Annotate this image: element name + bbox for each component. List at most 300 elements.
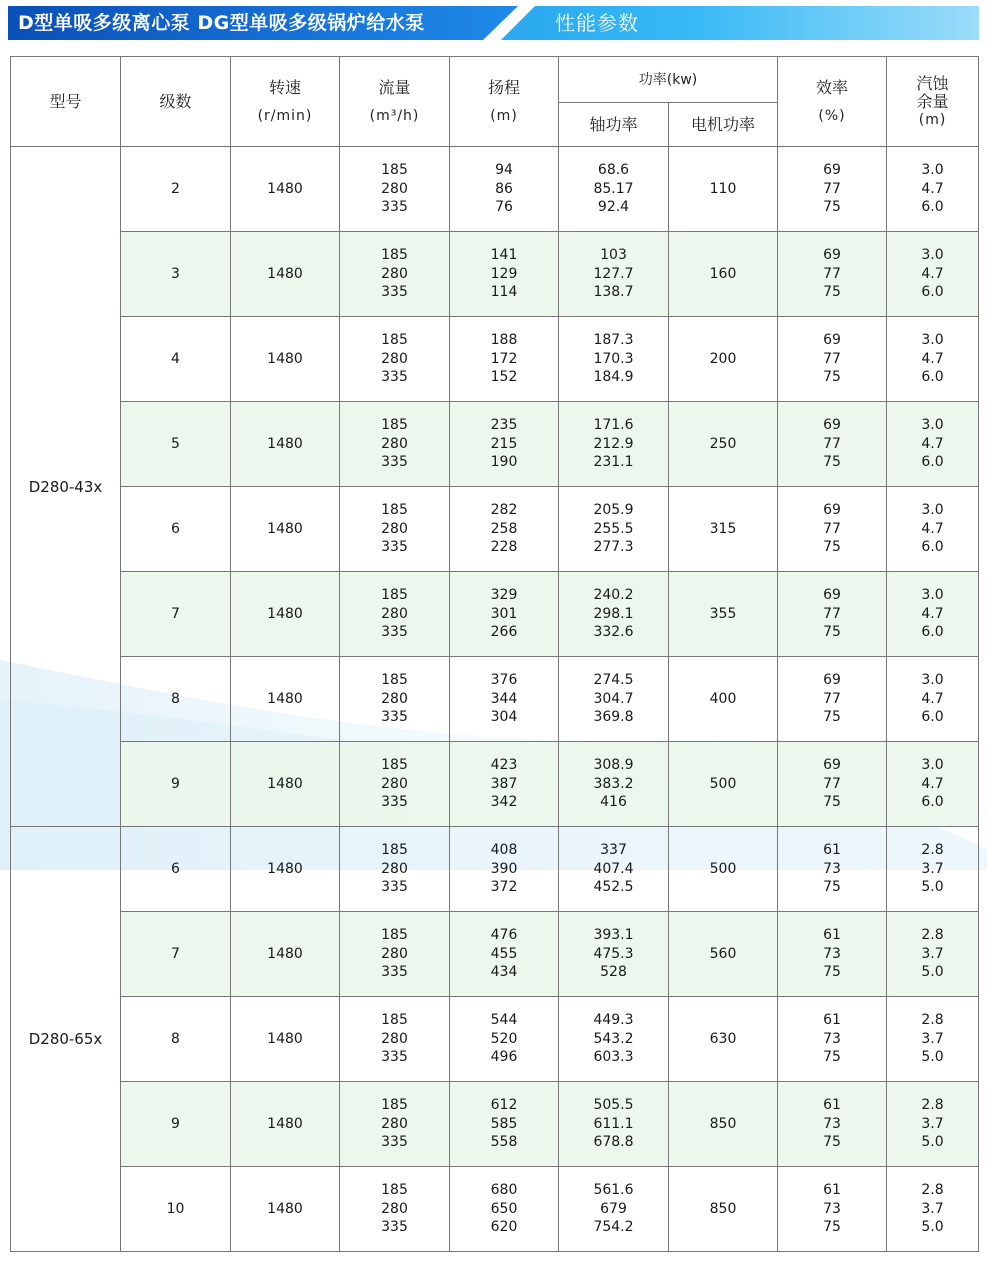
head-cell [450,912,559,997]
efficiency-cell-value: 75 [823,454,841,471]
head-cell [450,997,559,1082]
shaft-power-cell [559,1167,669,1252]
motor-power-cell: 160 [669,232,778,317]
npsh-cell-value: 3.7 [921,1030,944,1047]
efficiency-cell-value: 75 [823,1134,841,1151]
head-cell-value: 520 [490,1030,518,1047]
motor-power-cell: 850 [669,1167,778,1252]
head-cell-value: 455 [490,945,518,962]
shaft-power-cell-value: 383.2 [593,775,634,792]
efficiency-cell-value: 69 [823,757,841,774]
npsh-cell-value: 3.7 [921,1200,944,1217]
shaft-power-cell-value: 138.7 [593,284,634,301]
head-cell-value: 544 [490,1012,518,1029]
col-header-speed [231,57,340,147]
shaft-power-cell-value: 231.1 [593,454,634,471]
efficiency-cell-value: 75 [823,879,841,896]
shaft-power-cell-value: 452.5 [593,879,634,896]
efficiency-cell [778,827,887,912]
efficiency-cell [778,402,887,487]
table-row [11,1082,979,1167]
head-cell-value: 235 [490,417,518,434]
efficiency-unit: (%) [818,107,846,124]
col-header-shaft-power: 轴功率 [559,103,669,147]
shaft-power-cell [559,402,669,487]
model-cell: D280-43x [11,147,121,827]
shaft-power-cell [559,997,669,1082]
flow-cell [340,997,450,1082]
efficiency-cell-value: 61 [823,842,841,859]
speed-cell: 1480 [231,147,340,232]
efficiency-cell-value: 73 [823,1200,841,1217]
shaft-power-cell-value: 407.4 [593,860,634,877]
head-cell [450,827,559,912]
flow-cell-value: 185 [381,1097,408,1114]
shaft-power-cell [559,827,669,912]
flow-cell-value: 280 [381,690,408,707]
flow-cell-value: 280 [381,1115,408,1132]
shaft-power-cell-value: 611.1 [593,1115,634,1132]
npsh-cell-value: 4.7 [921,350,944,367]
flow-cell-value: 280 [381,1030,408,1047]
efficiency-cell-value: 69 [823,162,841,179]
flow-cell [340,402,450,487]
efficiency-cell-value: 75 [823,624,841,641]
head-cell [450,487,559,572]
col-header-stages: 级数 [121,57,231,147]
head-cell-value: 258 [490,520,518,537]
stage-cell: 9 [121,742,231,827]
efficiency-cell [778,572,887,657]
head-cell-value: 86 [495,180,513,197]
shaft-power-cell-value: 170.3 [593,350,634,367]
flow-cell-value: 185 [381,417,408,434]
flow-cell [340,572,450,657]
shaft-power-cell-value: 187.3 [593,332,634,349]
head-cell-value: 390 [490,860,518,877]
flow-cell-value: 280 [381,180,408,197]
flow-cell-value: 280 [381,520,408,537]
shaft-power-cell-value: 298.1 [593,605,634,622]
npsh-cell [887,657,979,742]
head-cell-value: 94 [495,162,513,179]
npsh-cell-value: 2.8 [921,1182,944,1199]
flow-cell-value: 335 [381,539,408,556]
efficiency-cell-value: 75 [823,199,841,216]
col-header-power: 功率(kw) [559,57,778,103]
head-cell [450,232,559,317]
efficiency-cell-value: 75 [823,1219,841,1236]
efficiency-cell-value: 69 [823,502,841,519]
motor-power-cell: 355 [669,572,778,657]
efficiency-cell-value: 75 [823,539,841,556]
shaft-power-cell [559,232,669,317]
shaft-power-cell-value: 184.9 [593,369,634,386]
efficiency-cell-value: 61 [823,1097,841,1114]
table-row [11,572,979,657]
head-cell-value: 558 [490,1134,518,1151]
title-banner [8,6,979,40]
npsh-label-1: 汽蚀 [916,73,949,93]
flow-cell-value: 280 [381,350,408,367]
stage-cell: 9 [121,1082,231,1167]
head-cell-value: 304 [490,709,518,726]
flow-cell-value: 335 [381,964,408,981]
table-row [11,997,979,1082]
table-row [11,232,979,317]
motor-power-cell: 400 [669,657,778,742]
flow-cell-value: 185 [381,587,408,604]
head-cell-value: 266 [490,624,518,641]
shaft-power-cell-value: 103 [600,247,627,264]
npsh-cell-value: 6.0 [921,199,944,216]
flow-cell-value: 335 [381,624,408,641]
speed-cell: 1480 [231,657,340,742]
npsh-cell [887,742,979,827]
flow-cell-value: 280 [381,265,408,282]
shaft-power-cell-value: 754.2 [593,1219,634,1236]
motor-power-cell: 560 [669,912,778,997]
shaft-power-cell-value: 240.2 [593,587,634,604]
shaft-power-cell-value: 561.6 [593,1182,634,1199]
efficiency-cell-value: 73 [823,860,841,877]
efficiency-cell-value: 73 [823,945,841,962]
efficiency-cell-value: 77 [823,690,841,707]
npsh-cell [887,572,979,657]
speed-cell: 1480 [231,572,340,657]
shaft-power-cell-value: 68.6 [597,162,630,179]
shaft-power-cell-value: 528 [600,964,627,981]
efficiency-cell-value: 69 [823,247,841,264]
shaft-power-cell [559,487,669,572]
npsh-cell-value: 5.0 [921,879,944,896]
flow-cell-value: 335 [381,709,408,726]
efficiency-cell-value: 73 [823,1115,841,1132]
npsh-cell [887,487,979,572]
flow-cell [340,487,450,572]
head-cell-value: 387 [490,775,518,792]
shaft-power-cell-value: 171.6 [593,417,634,434]
speed-cell: 1480 [231,487,340,572]
stage-cell: 6 [121,827,231,912]
motor-power-cell: 500 [669,827,778,912]
flow-cell-value: 185 [381,1012,408,1029]
flow-cell-value: 335 [381,454,408,471]
shaft-power-cell-value: 603.3 [593,1049,634,1066]
npsh-cell-value: 4.7 [921,520,944,537]
table-row [11,657,979,742]
npsh-cell-value: 4.7 [921,435,944,452]
npsh-cell-value: 6.0 [921,794,944,811]
shaft-power-cell-value: 416 [600,794,627,811]
npsh-cell-value: 3.7 [921,860,944,877]
shaft-power-cell-value: 393.1 [593,927,634,944]
efficiency-cell [778,1082,887,1167]
head-cell [450,572,559,657]
npsh-cell-value: 3.0 [921,162,944,179]
shaft-power-cell [559,912,669,997]
shaft-power-cell-value: 205.9 [593,502,634,519]
head-unit: (m) [490,107,518,124]
npsh-cell-value: 3.0 [921,587,944,604]
efficiency-cell-value: 69 [823,332,841,349]
shaft-power-cell-value: 543.2 [593,1030,634,1047]
speed-cell: 1480 [231,912,340,997]
efficiency-cell-value: 61 [823,1182,841,1199]
head-cell-value: 152 [490,369,518,386]
section-subtitle: 性能参数 [555,11,639,35]
flow-cell [340,657,450,742]
head-cell-value: 376 [490,672,518,689]
flow-cell-value: 335 [381,1049,408,1066]
head-cell-value: 301 [490,605,518,622]
flow-cell-value: 185 [381,842,408,859]
head-cell [450,1167,559,1252]
efficiency-cell-value: 69 [823,417,841,434]
head-cell-value: 114 [490,284,518,301]
col-header-flow [340,57,450,147]
head-cell-value: 585 [490,1115,518,1132]
efficiency-cell-value: 77 [823,775,841,792]
head-cell-value: 141 [490,247,518,264]
npsh-cell [887,912,979,997]
npsh-cell-value: 4.7 [921,180,944,197]
efficiency-cell [778,232,887,317]
flow-cell-value: 185 [381,502,408,519]
efficiency-cell-value: 77 [823,605,841,622]
npsh-cell-value: 6.0 [921,539,944,556]
efficiency-cell-value: 77 [823,520,841,537]
stage-cell: 7 [121,912,231,997]
head-cell [450,317,559,402]
efficiency-cell-value: 75 [823,284,841,301]
flow-cell-value: 335 [381,794,408,811]
table-row [11,742,979,827]
npsh-cell-value: 3.0 [921,332,944,349]
speed-cell: 1480 [231,1167,340,1252]
efficiency-label: 效率 [816,77,849,97]
table-row [11,487,979,572]
flow-cell [340,827,450,912]
shaft-power-cell-value: 679 [600,1200,627,1217]
npsh-cell [887,232,979,317]
head-cell-value: 434 [490,964,518,981]
npsh-cell-value: 4.7 [921,775,944,792]
shaft-power-cell-value: 308.9 [593,757,634,774]
npsh-cell-value: 6.0 [921,454,944,471]
speed-cell: 1480 [231,317,340,402]
stage-cell: 5 [121,402,231,487]
flow-cell-value: 185 [381,1182,408,1199]
stage-cell: 4 [121,317,231,402]
stage-cell: 2 [121,147,231,232]
npsh-cell-value: 3.0 [921,757,944,774]
shaft-power-cell-value: 85.17 [593,180,634,197]
efficiency-cell [778,487,887,572]
shaft-power-cell-value: 449.3 [593,1012,634,1029]
speed-cell: 1480 [231,827,340,912]
table-row [11,317,979,402]
npsh-cell [887,827,979,912]
table-row [11,1167,979,1252]
npsh-cell-value: 2.8 [921,927,944,944]
flow-cell-value: 185 [381,332,408,349]
shaft-power-cell [559,317,669,402]
shaft-power-cell-value: 304.7 [593,690,634,707]
shaft-power-cell-value: 277.3 [593,539,634,556]
flow-cell-value: 335 [381,1219,408,1236]
npsh-cell [887,147,979,232]
head-cell-value: 650 [490,1200,518,1217]
flow-cell-value: 280 [381,860,408,877]
shaft-power-cell-value: 678.8 [593,1134,634,1151]
flow-cell-value: 335 [381,284,408,301]
head-cell-value: 344 [490,690,518,707]
col-header-model: 型号 [11,57,121,147]
shaft-power-cell-value: 255.5 [593,520,634,537]
motor-power-cell: 500 [669,742,778,827]
shaft-power-cell-value: 274.5 [593,672,634,689]
motor-power-cell: 630 [669,997,778,1082]
flow-cell [340,1167,450,1252]
head-cell-value: 408 [490,842,518,859]
flow-cell-value: 185 [381,757,408,774]
table-header [11,57,979,147]
flow-cell-value: 280 [381,605,408,622]
npsh-cell [887,317,979,402]
shaft-power-cell-value: 332.6 [593,624,634,641]
npsh-cell-value: 6.0 [921,284,944,301]
flow-label: 流量 [378,77,411,97]
col-header-motor-power: 电机功率 [669,103,778,147]
head-cell-value: 190 [490,454,518,471]
stage-cell: 8 [121,657,231,742]
npsh-cell [887,1082,979,1167]
speed-cell: 1480 [231,1082,340,1167]
efficiency-cell-value: 75 [823,709,841,726]
efficiency-cell-value: 77 [823,265,841,282]
speed-label: 转速 [268,77,301,97]
motor-power-cell: 110 [669,147,778,232]
npsh-cell-value: 2.8 [921,1012,944,1029]
head-label: 扬程 [487,77,520,97]
npsh-cell-value: 3.7 [921,1115,944,1132]
flow-cell-value: 280 [381,945,408,962]
head-cell-value: 129 [490,265,518,282]
flow-cell [340,742,450,827]
flow-cell [340,147,450,232]
efficiency-cell-value: 77 [823,350,841,367]
flow-cell-value: 280 [381,435,408,452]
head-cell-value: 476 [490,927,518,944]
speed-cell: 1480 [231,742,340,827]
npsh-cell-value: 5.0 [921,1134,944,1151]
efficiency-cell-value: 77 [823,180,841,197]
head-cell-value: 188 [490,332,518,349]
npsh-cell-value: 2.8 [921,1097,944,1114]
col-header-npsh [887,57,979,147]
npsh-cell [887,997,979,1082]
motor-power-cell: 315 [669,487,778,572]
table-row [11,147,979,232]
stage-cell: 7 [121,572,231,657]
efficiency-cell-value: 75 [823,794,841,811]
speed-cell: 1480 [231,997,340,1082]
head-cell-value: 282 [490,502,518,519]
head-cell-value: 612 [490,1097,518,1114]
flow-cell-value: 185 [381,247,408,264]
motor-power-cell: 250 [669,402,778,487]
npsh-cell-value: 3.0 [921,247,944,264]
head-cell [450,1082,559,1167]
flow-cell-value: 335 [381,369,408,386]
npsh-cell-value: 4.7 [921,690,944,707]
shaft-power-cell-value: 127.7 [593,265,634,282]
head-cell-value: 680 [490,1182,518,1199]
head-cell-value: 342 [490,794,518,811]
efficiency-cell [778,657,887,742]
npsh-cell-value: 4.7 [921,605,944,622]
table-row [11,912,979,997]
col-header-head [450,57,559,147]
shaft-power-cell-value: 475.3 [593,945,634,962]
efficiency-cell [778,317,887,402]
head-cell-value: 329 [490,587,518,604]
efficiency-cell [778,997,887,1082]
shaft-power-cell [559,1082,669,1167]
shaft-power-cell [559,657,669,742]
flow-cell [340,912,450,997]
col-header-efficiency [778,57,887,147]
performance-table [10,56,979,1252]
efficiency-cell-value: 61 [823,1012,841,1029]
efficiency-cell [778,912,887,997]
npsh-cell-value: 3.7 [921,945,944,962]
stage-cell: 10 [121,1167,231,1252]
shaft-power-cell-value: 505.5 [593,1097,634,1114]
flow-cell-value: 335 [381,1134,408,1151]
npsh-cell-value: 4.7 [921,265,944,282]
head-cell-value: 496 [490,1049,518,1066]
motor-power-cell: 850 [669,1082,778,1167]
head-cell [450,402,559,487]
flow-cell [340,1082,450,1167]
head-cell-value: 76 [495,199,513,216]
npsh-cell [887,1167,979,1252]
efficiency-cell [778,147,887,232]
head-cell-value: 228 [490,539,518,556]
table-row [11,827,979,912]
head-cell-value: 372 [490,879,518,896]
npsh-cell-value: 6.0 [921,369,944,386]
stage-cell: 3 [121,232,231,317]
efficiency-cell [778,1167,887,1252]
shaft-power-cell [559,742,669,827]
shaft-power-cell-value: 212.9 [593,435,634,452]
npsh-cell-value: 5.0 [921,1219,944,1236]
flow-cell-value: 335 [381,879,408,896]
npsh-label-2: 余量 [916,91,949,111]
flow-cell-value: 280 [381,775,408,792]
efficiency-cell-value: 69 [823,672,841,689]
efficiency-cell-value: 75 [823,369,841,386]
flow-cell-value: 280 [381,1200,408,1217]
table-body [11,147,979,1252]
flow-cell-value: 185 [381,162,408,179]
npsh-cell-value: 3.0 [921,417,944,434]
flow-cell-value: 335 [381,199,408,216]
flow-cell [340,317,450,402]
